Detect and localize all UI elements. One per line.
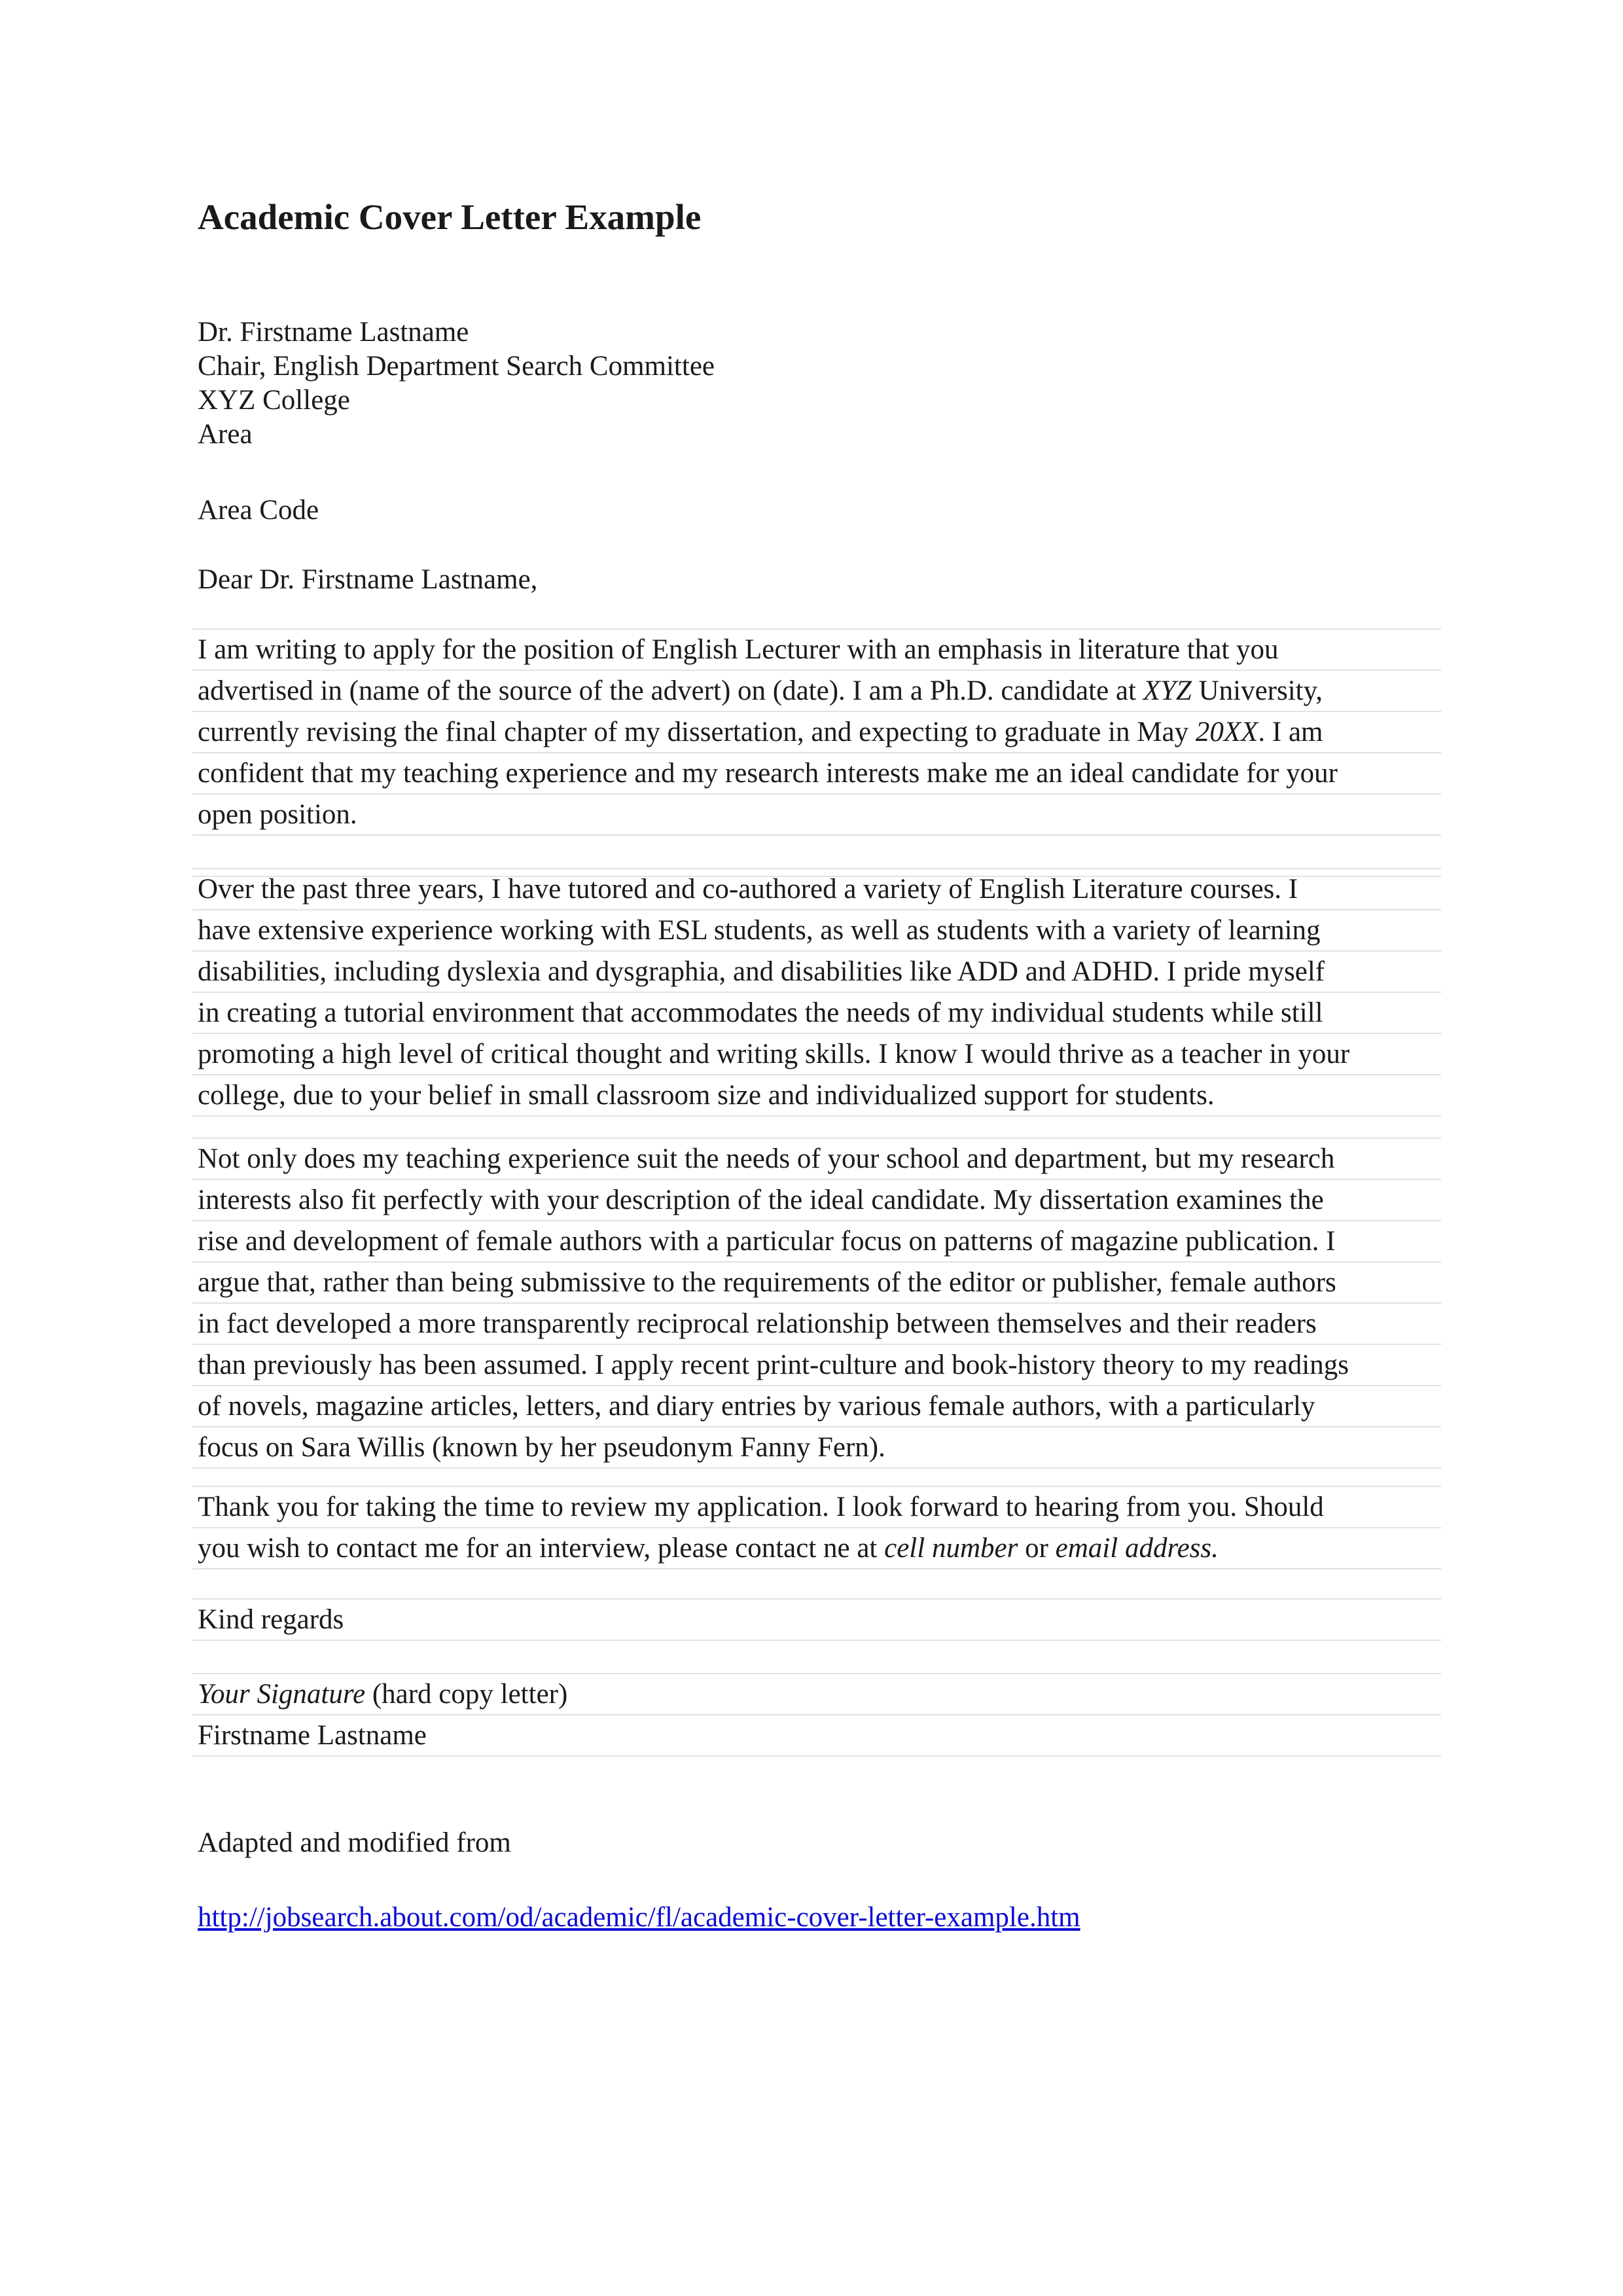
paragraph-line: open position.: [192, 793, 1441, 834]
paragraph-line: interests also fit perfectly with your description of the ideal candidate. My dissertation examines the: [192, 1179, 1441, 1220]
paragraph-line: Thank you for taking the time to review my application. I look forward to hearing from you. Should: [192, 1486, 1441, 1527]
paragraph-line: promoting a high level of critical thought and writing skills. I know I would thrive as a teacher in your: [192, 1033, 1441, 1074]
paragraph-line: Over the past three years, I have tutored and co-authored a variety of English Literature courses. I: [192, 868, 1441, 909]
paragraph-research: [192, 1138, 1441, 1469]
signer-name: Firstname Lastname: [192, 1714, 1441, 1757]
paragraph-line: you wish to contact me for an interview, please contact ne at cell number or email address.: [192, 1527, 1441, 1570]
recipient-area: Area: [198, 419, 253, 450]
paragraph-line: of novels, magazine articles, letters, and diary entries by various female authors, with a particularly: [192, 1385, 1441, 1426]
paragraph-line: argue that, rather than being submissive to the requirements of the editor or publisher, female authors: [192, 1261, 1441, 1302]
paragraph-line: in creating a tutorial environment that accommodates the needs of my individual students while still: [192, 992, 1441, 1033]
paragraph-line: disabilities, including dyslexia and dysgraphia, and disabilities like ADD and ADHD. I pride myself: [192, 950, 1441, 992]
signature-line: Your Signature (hard copy letter): [192, 1673, 1441, 1714]
paragraph-line: have extensive experience working with ESL students, as well as students with a variety of learning: [192, 909, 1441, 950]
paragraph-line: rise and development of female authors with a particular focus on patterns of magazine publication. I: [192, 1220, 1441, 1261]
paragraph-intro: [192, 628, 1441, 877]
recipient-area-code: Area Code: [198, 495, 319, 526]
paragraph-line: Not only does my teaching experience suit the needs of your school and department, but my research: [192, 1138, 1441, 1179]
source-link[interactable]: http://jobsearch.about.com/od/academic/fl/academic-cover-letter-example.htm: [198, 1902, 1080, 1933]
salutation: Dear Dr. Firstname Lastname,: [198, 564, 538, 595]
paragraph-line: currently revising the final chapter of my dissertation, and expecting to graduate in May 20XX. I am: [192, 711, 1441, 752]
closing: Kind regards: [192, 1598, 1441, 1641]
signature-block: [192, 1673, 1441, 1757]
paragraph-line: confident that my teaching experience and my research interests make me an ideal candidate for your: [192, 752, 1441, 793]
paragraph-line: than previously has been assumed. I apply recent print-culture and book-history theory to my readings: [192, 1344, 1441, 1385]
recipient-address: [198, 315, 1441, 452]
paragraph-line: college, due to your belief in small classroom size and individualized support for students.: [192, 1074, 1441, 1117]
page-title: Academic Cover Letter Example: [198, 197, 702, 237]
source-label: Adapted and modified from: [198, 1827, 511, 1858]
closing-block: [192, 1598, 1441, 1641]
recipient-name: Dr. Firstname Lastname: [198, 317, 469, 348]
paragraph-line: in fact developed a more transparently reciprocal relationship between themselves and their readers: [192, 1302, 1441, 1344]
paragraph-line: I am writing to apply for the position of English Lecturer with an emphasis in literature that you: [192, 628, 1441, 670]
paragraph-thanks: [192, 1486, 1441, 1570]
paragraph-line: advertised in (name of the source of the advert) on (date). I am a Ph.D. candidate at XYZ University,: [192, 670, 1441, 711]
source-link-row: [198, 1901, 1441, 1935]
recipient-institution: XYZ College: [198, 385, 350, 416]
paragraph-line: focus on Sara Willis (known by her pseudonym Fanny Fern).: [192, 1426, 1441, 1469]
paragraph-experience: [192, 868, 1441, 1117]
recipient-position: Chair, English Department Search Committee: [198, 351, 715, 382]
